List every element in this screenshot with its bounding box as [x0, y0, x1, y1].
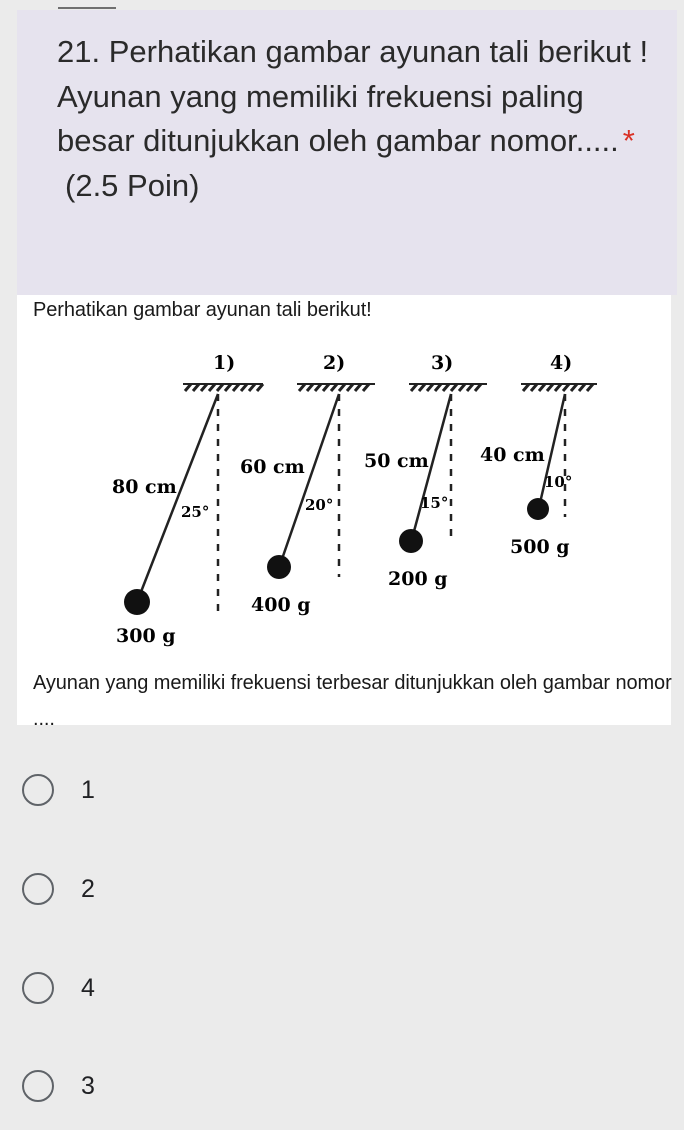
radio-button[interactable]	[22, 873, 54, 905]
ceiling-hatch	[185, 384, 263, 391]
mass-label: 400 g	[251, 594, 311, 616]
ceiling-hatch	[411, 384, 481, 391]
pendulum-2	[240, 352, 375, 616]
pendulum-number: 4)	[550, 352, 573, 374]
option-3[interactable]	[22, 1066, 322, 1106]
option-label: 2	[81, 874, 95, 903]
pendulum-number: 3)	[431, 352, 454, 374]
pendulum-4	[480, 352, 597, 558]
bob	[124, 589, 150, 615]
ceiling-hatch	[299, 384, 369, 391]
length-label: 80 cm	[112, 476, 177, 498]
length-label: 60 cm	[240, 456, 305, 478]
top-divider	[58, 7, 116, 9]
ceiling-hatch	[523, 384, 593, 391]
required-asterisk: *	[622, 123, 635, 158]
question-points: (2.5 Poin)	[65, 167, 200, 203]
question-title	[57, 30, 657, 208]
pendulum-number: 1)	[213, 352, 236, 374]
pendulum-number: 2)	[323, 352, 346, 374]
radio-button[interactable]	[22, 1070, 54, 1102]
option-label: 3	[81, 1071, 95, 1100]
angle-label: 10°	[544, 473, 573, 491]
angle-label: 25°	[181, 503, 210, 521]
pendulum-1	[112, 352, 263, 647]
pendulum-diagram	[17, 295, 671, 665]
string	[281, 394, 339, 562]
angle-label: 15°	[420, 494, 449, 512]
radio-button[interactable]	[22, 972, 54, 1004]
question-image	[17, 295, 672, 730]
question-card	[17, 10, 677, 295]
question-body: Ayunan yang memiliki frekuensi paling besar ditunjukkan oleh gambar nomor.....	[57, 78, 619, 158]
bob	[527, 498, 549, 520]
image-caption: Ayunan yang memiliki frekuensi terbesar ditunjukkan oleh gambar nomor ....	[33, 672, 672, 730]
bob	[267, 555, 291, 579]
length-label: 40 cm	[480, 444, 545, 466]
option-label: 4	[81, 973, 95, 1002]
option-label: 1	[81, 775, 95, 804]
mass-label: 300 g	[116, 625, 176, 647]
image-title: Perhatikan gambar ayunan tali berikut!	[33, 299, 372, 321]
pendulum-3	[364, 352, 487, 590]
angle-label: 20°	[305, 496, 334, 514]
radio-button[interactable]	[22, 774, 54, 806]
mass-label: 500 g	[510, 536, 570, 558]
length-label: 50 cm	[364, 450, 429, 472]
option-2[interactable]	[22, 869, 322, 909]
bob	[399, 529, 423, 553]
mass-label: 200 g	[388, 568, 448, 590]
question-number-title: 21. Perhatikan gambar ayunan tali berikut !	[57, 34, 649, 69]
option-4[interactable]	[22, 968, 322, 1008]
option-1[interactable]	[22, 770, 322, 810]
